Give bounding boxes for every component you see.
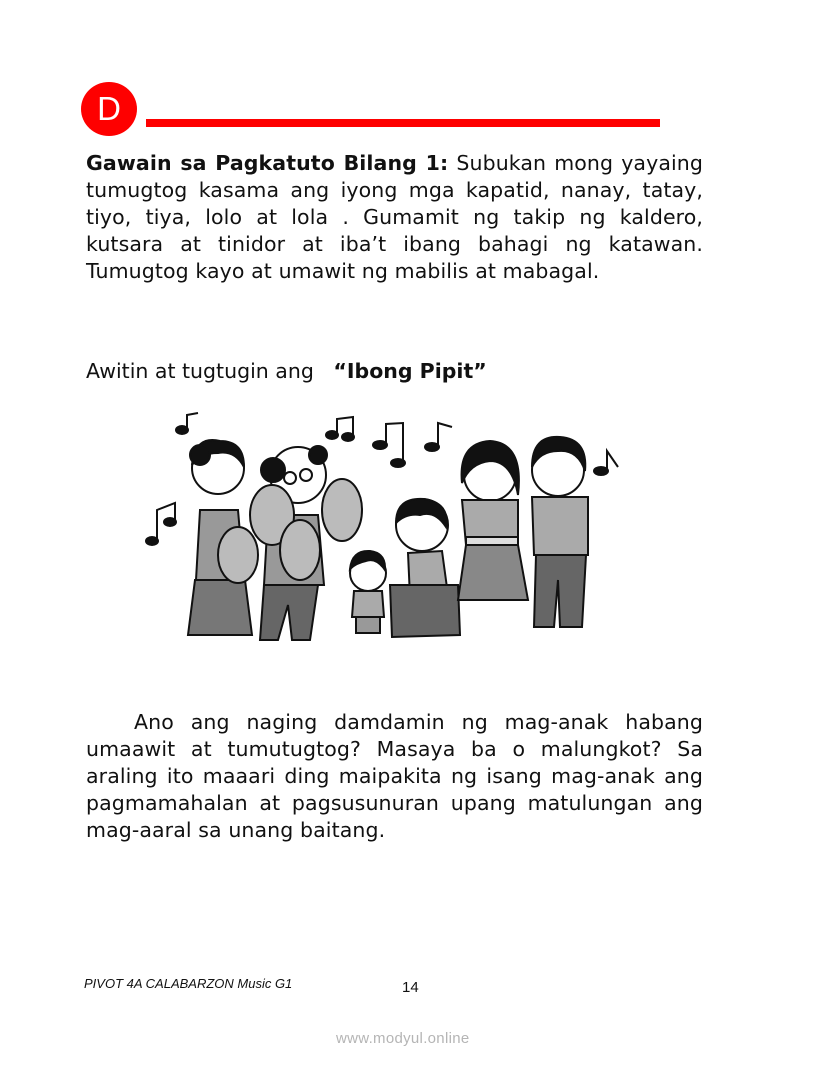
- footer-module-label: PIVOT 4A CALABARZON Music G1: [84, 976, 293, 991]
- son-figure: [390, 499, 460, 637]
- section-divider: [146, 119, 660, 127]
- daughter-figure: [350, 551, 386, 633]
- page-number: 14: [402, 979, 419, 996]
- activity-text: Subukan mong yayaing tumugtog kasama ang iyong mga kapatid, nanay, tatay, tiyo, tiya, lolo at lola . Gumamit ng takip ng kaldero, kutsara at tinidor at iba’t ibang bahagi ng katawan. Tumugtog kayo at umawit ng mabilis at mabagal.: [86, 151, 703, 283]
- reflection-text: Ano ang naging damdamin ng mag-anak habang umaawit at tumutugtog? Masaya ba o malungkot? Sa araling ito maaari ding maipakita ng isang mag-anak ang pagmamahalan at pagsusunuran upang matulungan ang mag-aaral sa unang baitang.: [86, 710, 703, 842]
- activity-paragraph: [86, 150, 703, 285]
- watermark-link[interactable]: www.modyul.online: [336, 1030, 470, 1047]
- family-music-illustration: [140, 405, 640, 655]
- song-title: “Ibong Pipit”: [333, 359, 487, 383]
- reflection-paragraph: [86, 709, 703, 844]
- grandmother-figure: [188, 440, 258, 635]
- grandfather-figure: [250, 446, 362, 640]
- activity-heading: Gawain sa Pagkatuto Bilang 1:: [86, 151, 449, 175]
- song-prompt: Awitin at tugtugin ang: [86, 359, 334, 383]
- song-instruction: [86, 358, 487, 385]
- section-letter-badge: D: [81, 82, 137, 136]
- mother-figure: [458, 441, 528, 600]
- father-figure: [532, 437, 588, 627]
